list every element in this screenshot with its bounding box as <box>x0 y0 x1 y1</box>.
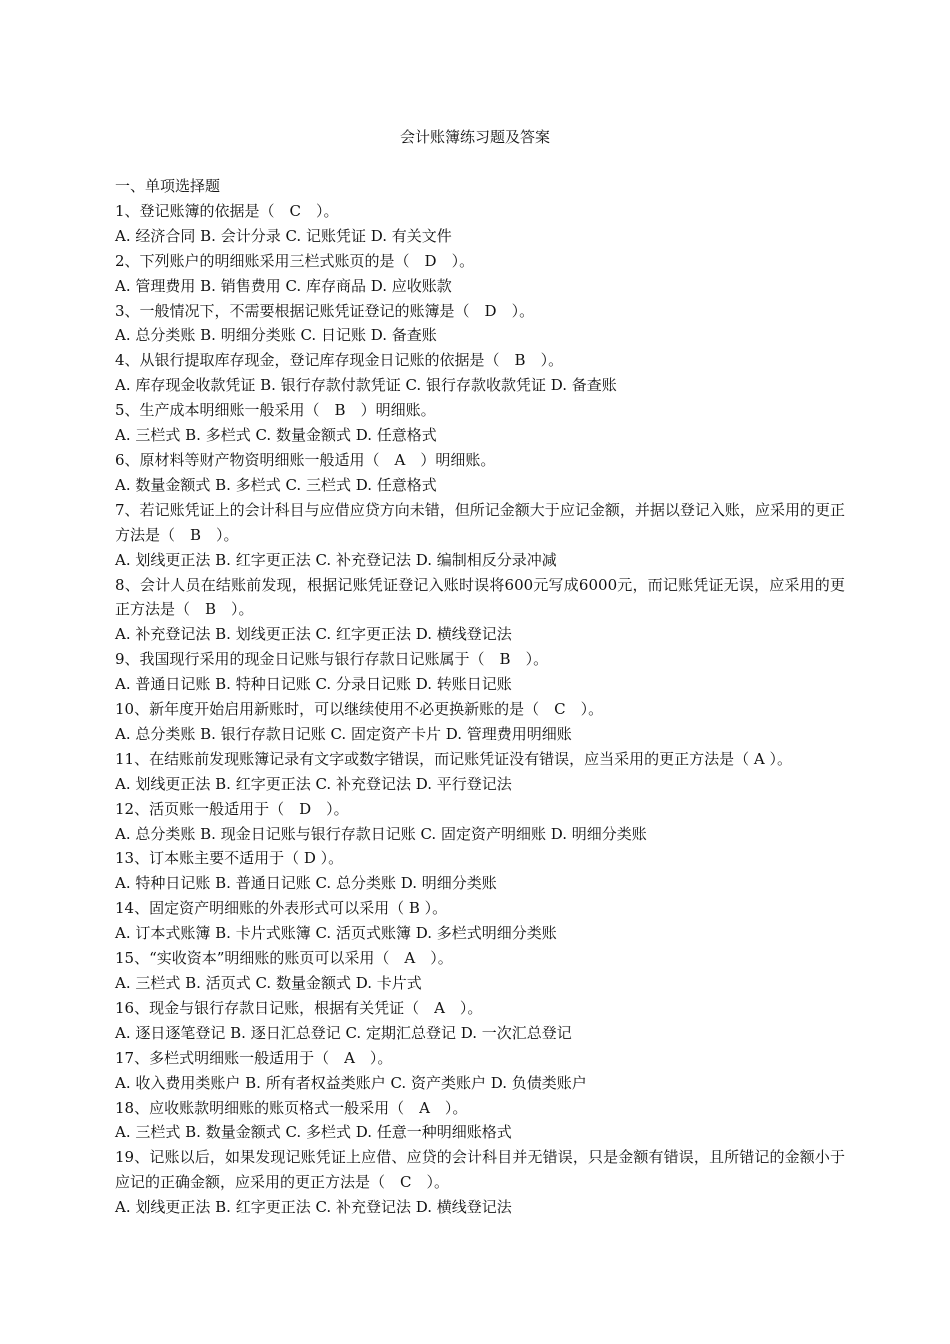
question-text: 2、下列账户的明细账采用三栏式账页的是（ D ）。 <box>115 251 475 270</box>
question-text: 11、在结账前发现账簿记录有文字或数字错误，而记账凭证没有错误，应当采用的更正方法是（ A ）。 <box>115 749 792 768</box>
question-options: A. 总分类账 B. 现金日记账与银行存款日记账 C. 固定资产明细账 D. 明细分类账 <box>115 824 647 843</box>
question-text: 6、原材料等财产物资明细账一般适用（ A ）明细账。 <box>115 450 496 469</box>
document-title: 会计账簿练习题及答案 <box>399 128 550 146</box>
question-options: A. 逐日逐笔登记 B. 逐日汇总登记 C. 定期汇总登记 D. 一次汇总登记 <box>115 1023 572 1042</box>
question-text: 7、若记账凭证上的会计科目与应借应贷方向未错，但所记金额大于应记金额，并据以登记入账，应采用的更正方法是（ B ）。 <box>115 500 845 544</box>
question-options: A. 三栏式 B. 数量金额式 C. 多栏式 D. 任意一种明细账格式 <box>115 1123 512 1142</box>
question-text: 13、订本账主要不适用于（ D ）。 <box>115 849 344 868</box>
question-text: 5、生产成本明细账一般采用（ B ）明细账。 <box>115 401 436 420</box>
question-options: A. 库存现金收款凭证 B. 银行存款付款凭证 C. 银行存款收款凭证 D. 备查账 <box>115 376 617 395</box>
question-options: A. 经济合同 B. 会计分录 C. 记账凭证 D. 有关文件 <box>115 226 452 245</box>
question-options: A. 订本式账簿 B. 卡片式账簿 C. 活页式账簿 D. 多栏式明细分类账 <box>115 924 557 943</box>
question-options: A. 数量金额式 B. 多栏式 C. 三栏式 D. 任意格式 <box>115 475 437 494</box>
question-options: A. 划线更正法 B. 红字更正法 C. 补充登记法 D. 横线登记法 <box>115 1198 512 1217</box>
question-options: A. 总分类账 B. 银行存款日记账 C. 固定资产卡片 D. 管理费用明细账 <box>115 724 572 743</box>
question-text: 12、活页账一般适用于（ D ）。 <box>115 799 349 818</box>
question-text: 10、新年度开始启用新账时，可以继续使用不必更换新账的是（ C ）。 <box>115 700 604 719</box>
question-options: A. 三栏式 B. 活页式 C. 数量金额式 D. 卡片式 <box>115 974 422 992</box>
question-list <box>115 174 845 1220</box>
question-text: 8、会计人员在结账前发现，根据记账凭证登记入账时误将600元写成6000元，而记账凭证无误，应采用的更正方法是（ B ）。 <box>115 575 845 619</box>
question-options: A. 补充登记法 B. 划线更正法 C. 红字更正法 D. 横线登记法 <box>115 625 512 644</box>
question-text: 3、一般情况下，不需要根据记账凭证登记的账簿是（ D ）。 <box>115 301 535 320</box>
question-text: 19、记账以后，如果发现记账凭证上应借、应贷的会计科目并无错误，只是金额有错误，且所错记的金额小于应记的正确金额，应采用的更正方法是（ C ）。 <box>115 1148 845 1192</box>
question-options: A. 收入费用类账户 B. 所有者权益类账户 C. 资产类账户 D. 负债类账户 <box>115 1073 587 1092</box>
question-text: 4、从银行提取库存现金，登记库存现金日记账的依据是（ B ）。 <box>115 351 564 370</box>
question-text: 17、多栏式明细账一般适用于（ A ）。 <box>115 1048 393 1067</box>
question-text: 1、登记账簿的依据是（ C ）。 <box>115 201 339 220</box>
question-options: A. 三栏式 B. 多栏式 C. 数量金额式 D. 任意格式 <box>115 426 437 445</box>
question-text: 9、我国现行采用的现金日记账与银行存款日记账属于（ B ）。 <box>115 650 549 669</box>
question-text: 15、“实收资本”明细账的账页可以采用（ A ）。 <box>115 949 453 968</box>
question-text: 16、现金与银行存款日记账，根据有关凭证（ A ）。 <box>115 998 483 1017</box>
question-options: A. 普通日记账 B. 特种日记账 C. 分录日记账 D. 转账日记账 <box>115 675 512 694</box>
section-heading: 一、单项选择题 <box>115 177 221 195</box>
question-options: A. 总分类账 B. 明细分类账 C. 日记账 D. 备查账 <box>115 326 437 345</box>
question-options: A. 特种日记账 B. 普通日记账 C. 总分类账 D. 明细分类账 <box>115 874 497 893</box>
question-options: A. 管理费用 B. 销售费用 C. 库存商品 D. 应收账款 <box>115 276 452 295</box>
question-options: A. 划线更正法 B. 红字更正法 C. 补充登记法 D. 编制相反分录冲减 <box>115 550 557 569</box>
question-text: 18、应收账款明细账的账页格式一般采用（ A ）。 <box>115 1098 468 1117</box>
question-options: A. 划线更正法 B. 红字更正法 C. 补充登记法 D. 平行登记法 <box>115 774 512 793</box>
question-text: 14、固定资产明细账的外表形式可以采用（ B ）。 <box>115 899 448 918</box>
